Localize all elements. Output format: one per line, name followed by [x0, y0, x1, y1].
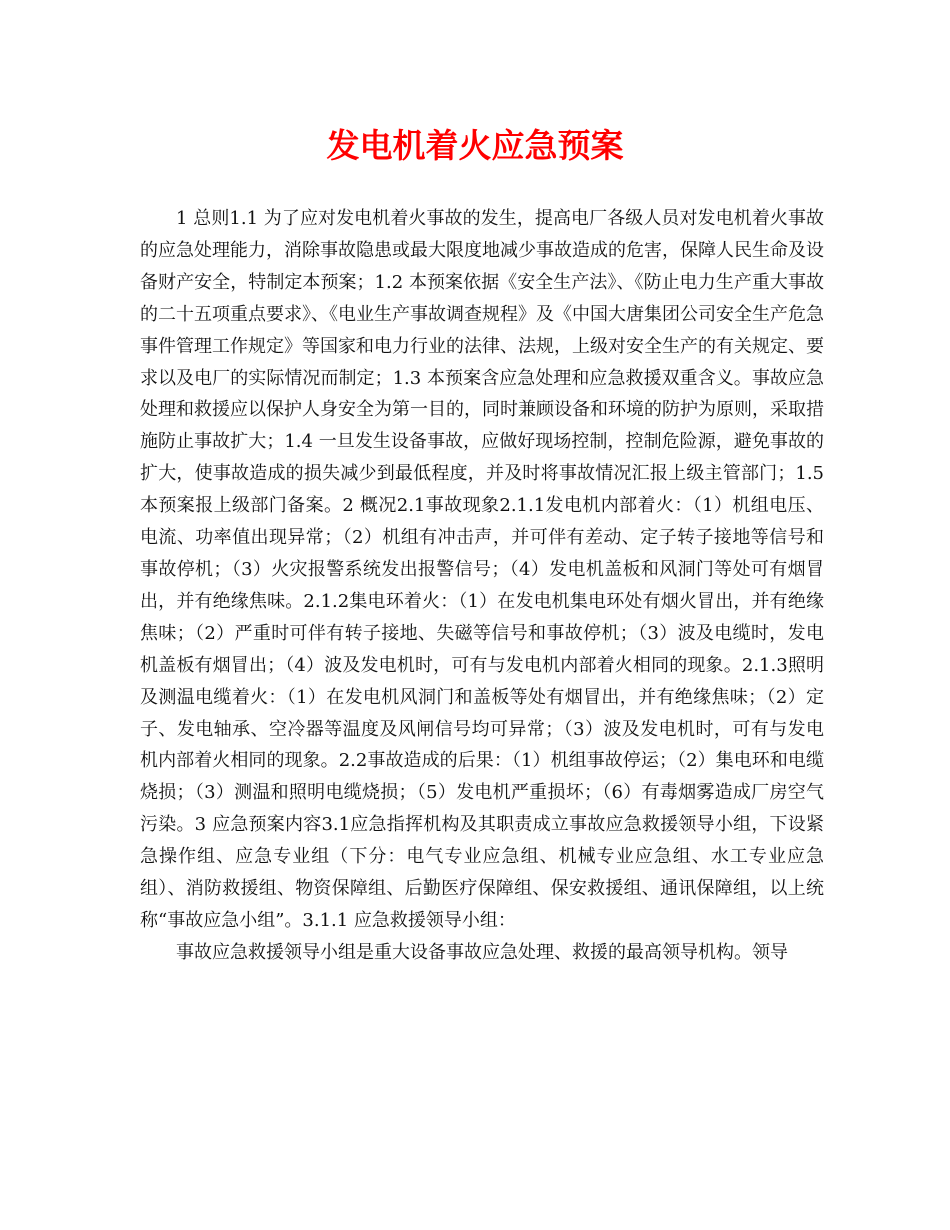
- body-paragraph: 1 总则1.1 为了应对发电机着火事故的发生，提高电厂各级人员对发电机着火事故的应急处理能力，消除事故隐患或最大限度地减少事故造成的危害，保障人民生命及设备财产安全，特制定本预案；1.2 本预案依据《安全生产法》、《防止电力生产重大事故的二十五项重点要求》、《电业生产事故调查规程》及《中国大唐集团公司安全生产危急事件管理工作规定》等国家和电力行业的法律、法规，上级对安全生产的有关规定、要求以及电厂的实际情况而制定；1.3 本预案含应急处理和应急救援双重含义。事故应急处理和救援应以保护人身安全为第一目的，同时兼顾设备和环境的防护为原则，采取措施防止事故扩大；1.4 一旦发生设备事故，应做好现场控制，控制危险源，避免事故的扩大，使事故造成的损失减少到最低程度，并及时将事故情况汇报上级主管部门；1.5 本预案报上级部门备案。2 概况2.1事故现象2.1.1发电机内部着火：（1）机组电压、电流、功率值出现异常；（2）机组有冲击声，并可伴有差动、定子转子接地等信号和事故停机；（3）火灾报警系统发出报警信号；（4）发电机盖板和风洞门等处可有烟冒出，并有绝缘焦味。2.1.2集电环着火：（1）在发电机集电环处有烟火冒出，并有绝缘焦味；（2）严重时可伴有转子接地、失磁等信号和事故停机；（3）波及电缆时，发电机盖板有烟冒出；（4）波及发电机时，可有与发电机内部着火相同的现象。2.1.3照明及测温电缆着火：（1）在发电机风洞门和盖板等处有烟冒出，并有绝缘焦味；（2）定子、发电轴承、空冷器等温度及风闸信号均可异常；（3）波及发电机时，可有与发电机内部着火相同的现象。2.2事故造成的后果：（1）机组事故停运；（2）集电环和电缆烧损；（3）测温和照明电缆烧损；（5）发电机严重损坏；（6）有毒烟雾造成厂房空气污染。3 应急预案内容3.1应急指挥机构及其职责成立事故应急救援领导小组，下设紧急操作组、应急专业组（下分：电气专业应急组、机械专业应急组、水工专业应急组）、消防救援组、物资保障组、后勤医疗保障组、保安救援组、通讯保障组，以上统称“事故应急小组”。3.1.1 应急救援领导小组：: [140, 208, 824, 931]
- document-title: 发电机着火应急预案: [326, 126, 624, 165]
- document-body: [140, 203, 824, 969]
- body-paragraph: 事故应急救援领导小组是重大设备事故应急处理、救援的最高领导机构。领导: [176, 941, 788, 963]
